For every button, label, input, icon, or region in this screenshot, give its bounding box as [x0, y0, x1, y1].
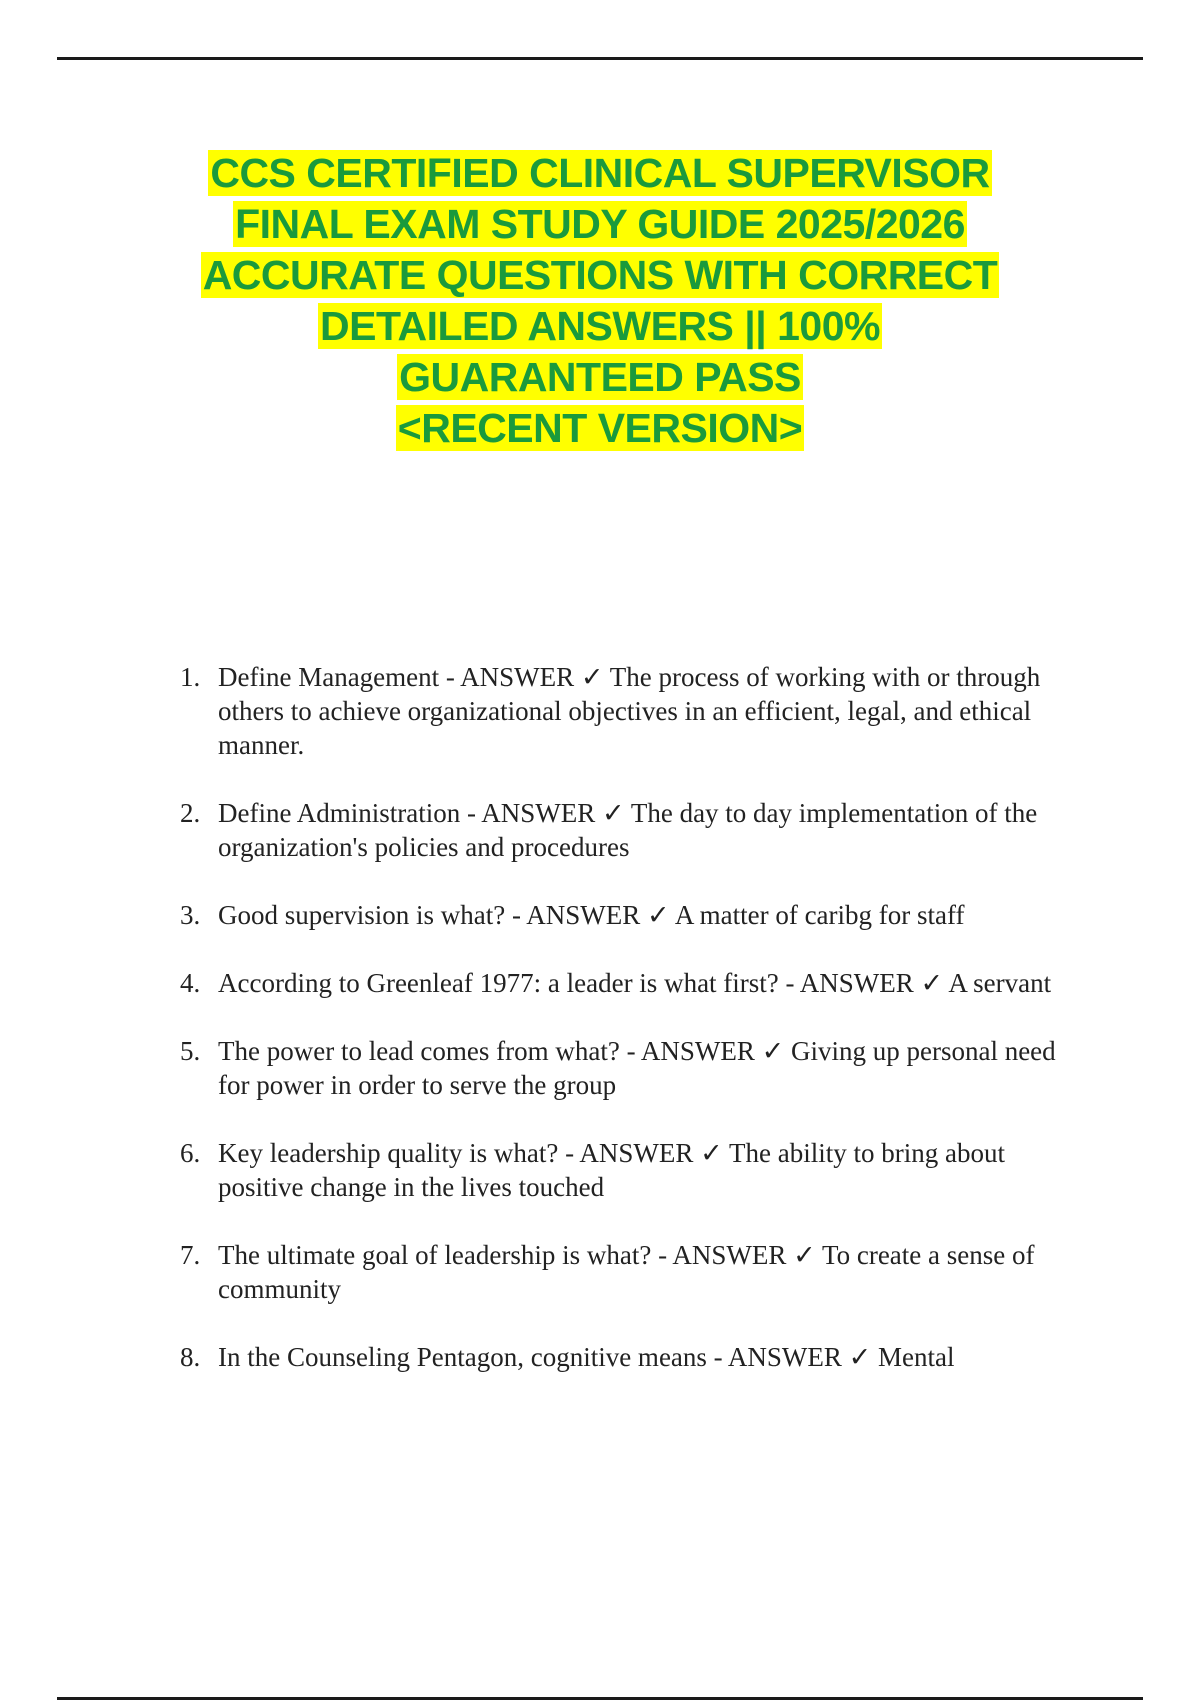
item-number: 5. — [180, 1036, 201, 1066]
item-number: 6. — [180, 1138, 201, 1168]
item-number: 8. — [180, 1342, 201, 1372]
item-number: 7. — [180, 1240, 201, 1270]
item-number: 2. — [180, 798, 201, 828]
title-line: GUARANTEED PASS — [399, 354, 801, 400]
question-list — [180, 660, 1080, 1408]
header-rule — [57, 57, 1143, 60]
title-line: CCS CERTIFIED CLINICAL SUPERVISOR — [210, 150, 990, 196]
document-title — [0, 148, 1200, 454]
item-text: The power to lead comes from what? - ANSWER ✓ Giving up personal need for power in order to serve the group — [218, 1036, 1056, 1100]
item-text: According to Greenleaf 1977: a leader is what first? - ANSWER ✓ A servant — [218, 968, 1052, 998]
item-text: In the Counseling Pentagon, cognitive means - ANSWER ✓ Mental — [218, 1342, 955, 1372]
item-text: Define Management - ANSWER ✓ The process of working with or through others to achieve organizational objectives in an efficient, legal, and ethical manner. — [218, 662, 1041, 760]
title-line: <RECENT VERSION> — [397, 405, 803, 451]
list-item — [180, 1136, 1080, 1204]
list-item — [180, 1238, 1080, 1306]
title-line: DETAILED ANSWERS || 100% — [320, 303, 880, 349]
list-item — [180, 898, 1080, 932]
list-item — [180, 1340, 1080, 1374]
list-item — [180, 660, 1080, 762]
item-text: The ultimate goal of leadership is what? - ANSWER ✓ To create a sense of community — [218, 1240, 1035, 1304]
list-item — [180, 966, 1080, 1000]
list-item — [180, 796, 1080, 864]
list-item — [180, 1034, 1080, 1102]
item-text: Good supervision is what? - ANSWER ✓ A matter of caribg for staff — [218, 900, 965, 930]
title-line: ACCURATE QUESTIONS WITH CORRECT — [202, 252, 998, 298]
item-number: 1. — [180, 662, 201, 692]
item-text: Key leadership quality is what? - ANSWER ✓ The ability to bring about positive change in the lives touched — [218, 1138, 1005, 1202]
item-number: 4. — [180, 968, 201, 998]
item-number: 3. — [180, 900, 201, 930]
item-text: Define Administration - ANSWER ✓ The day to day implementation of the organization's policies and procedures — [218, 798, 1038, 862]
title-line: FINAL EXAM STUDY GUIDE 2025/2026 — [235, 201, 965, 247]
